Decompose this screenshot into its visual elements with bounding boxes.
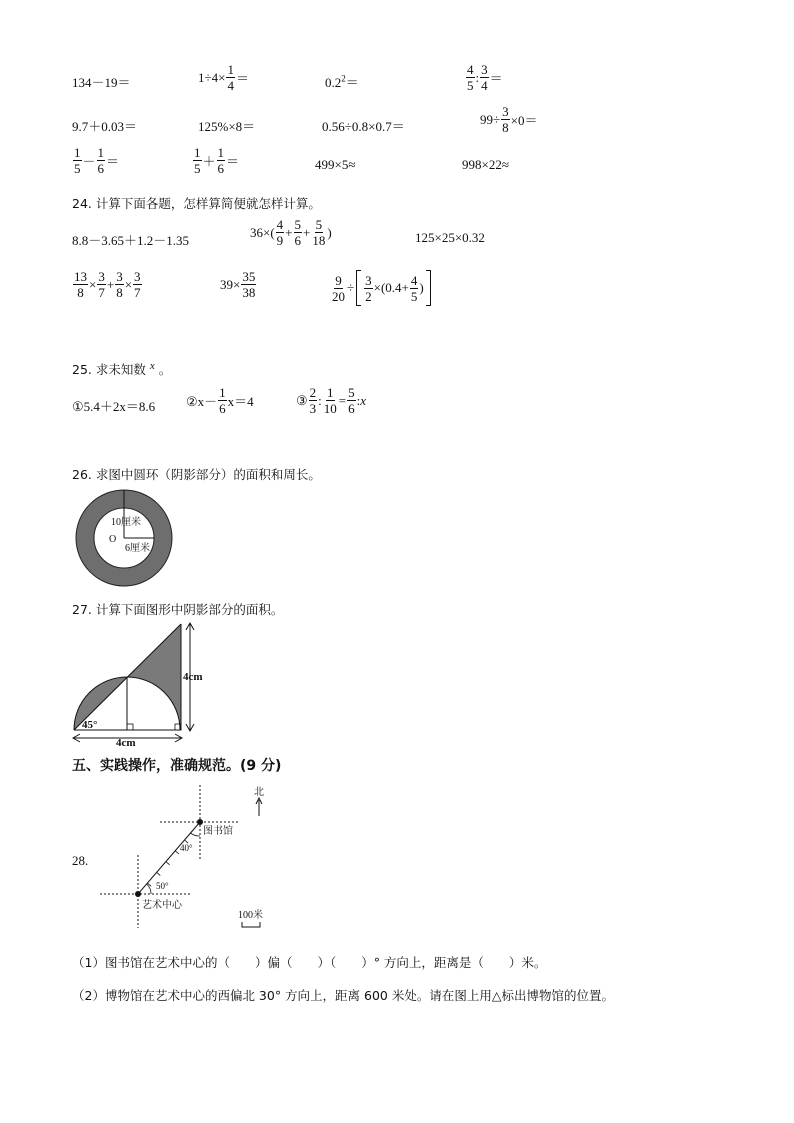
q25-problem-3-frac-1: [309, 386, 318, 415]
calc-3-1-den-1: 5: [74, 161, 81, 176]
q25-problem-3-den-1: 3: [309, 401, 317, 416]
q24-label: 24. 计算下面各题，怎样算简便就怎样计算。: [72, 196, 321, 211]
calc-1-2-den: 4: [227, 78, 234, 93]
calc-1-4-den-2: 4: [481, 78, 488, 93]
q28-question-1: （1）图书馆在艺术中心的（ ）偏（ ）（ ）° 方向上，距离是（ ）米。: [72, 955, 547, 970]
q25-problem-3-pre: ③: [296, 392, 308, 408]
q25-problem-2-post: x＝4: [227, 394, 254, 409]
q25-problem-3-colon-1: :: [318, 392, 322, 408]
calc-2-3: 0.56÷0.8×0.7＝: [322, 119, 405, 134]
q24-expr-6-frac-1: [331, 274, 346, 303]
q24-expr-2-num-2: 5: [294, 217, 302, 232]
calc-2-4-den: 8: [502, 120, 509, 135]
q25-problem-3-colon-2: :: [356, 392, 361, 408]
calc-3-3: 499×5≈: [315, 157, 356, 172]
calc-1-2: [198, 63, 249, 92]
calc-3-1-op: －: [82, 154, 96, 169]
calc-2-4-post: ×0＝: [510, 113, 538, 128]
q24-expr-6: [330, 270, 433, 306]
q25-problem-3: [296, 386, 366, 415]
base-label: 4cm: [116, 737, 136, 748]
q24-expr-4-num-4: 3: [134, 269, 141, 284]
calc-1-4: [465, 63, 503, 92]
library-point: [197, 819, 203, 825]
q24-expr-4-frac-4: [133, 270, 142, 299]
calc-3-2-frac-2: [217, 146, 226, 175]
calc-2-4-num: 3: [502, 104, 509, 119]
calc-2-1: 9.7＋0.03＝: [72, 119, 138, 134]
calc-1-4-num-2: 3: [481, 62, 488, 77]
center-label: O: [109, 534, 117, 545]
q24-expr-6-den-1: 20: [332, 288, 345, 304]
q24-expr-4-den-3: 8: [116, 285, 123, 300]
q25-problem-3-num-3: 5: [348, 385, 355, 400]
calc-1-4-num-1: 4: [467, 62, 474, 77]
calc-3-2-op: ＋: [202, 154, 216, 169]
q24-expr-6-div: ÷: [347, 280, 355, 295]
calc-3-2-den-2: 6: [217, 161, 225, 176]
calc-2-4-pre: 99÷: [480, 111, 501, 127]
calc-2-2: 125%×8＝: [198, 119, 256, 134]
height-label: 4cm: [183, 671, 203, 683]
q24-expr-4-frac-1: [73, 270, 88, 299]
q25-problem-3-frac-2: [323, 386, 338, 415]
q24-expr-2-op-1: +: [285, 224, 293, 240]
q25-problem-3-den-3: 6: [348, 401, 355, 416]
route-tick-3: [166, 862, 170, 865]
q24-expr-5-pre: 39×: [220, 276, 241, 292]
calc-1-3-base: 0.2: [325, 75, 342, 90]
q24-expr-4: [72, 270, 143, 299]
calc-1-3-post: ＝: [345, 75, 359, 90]
q28-number: 28.: [72, 853, 89, 868]
arts-center-label: 艺术中心: [142, 900, 182, 911]
inner-radius-label: 6厘米: [125, 543, 150, 554]
q24-expr-6-den-2: 2: [365, 288, 372, 304]
scale-bar: [242, 922, 260, 927]
calc-1-2-fraction: [226, 63, 235, 92]
q24-expr-5-num: 35: [242, 269, 256, 284]
q24-expr-2-den-3: 18: [312, 233, 326, 248]
q24-expr-4-op-3: ×: [124, 276, 133, 292]
route-tick-4: [175, 851, 179, 854]
calc-3-4: 998×22≈: [462, 157, 509, 172]
q24-expr-1: 8.8－3.65＋1.2－1.35: [72, 233, 190, 248]
calc-3-2-frac-1: [193, 146, 202, 175]
calc-3-1-den-2: 6: [97, 161, 105, 176]
angle-arc-40: [191, 833, 201, 836]
calc-3-2-num-1: 1: [194, 145, 201, 160]
q27-shape-diagram: [66, 620, 216, 748]
q24-expr-4-frac-2: [97, 270, 106, 299]
q24-expr-4-den-2: 7: [98, 285, 105, 300]
calc-3-2-post: ＝: [226, 154, 240, 169]
q28-map-diagram: [95, 780, 295, 935]
calc-2-4: [480, 105, 537, 134]
q24-expr-2: [250, 218, 332, 247]
q27-label: 27. 计算下面图形中阴影部分的面积。: [72, 602, 284, 617]
arts-center-point: [135, 891, 141, 897]
calc-1-1: 134－19＝: [72, 75, 131, 90]
q25-problem-1: ①5.4＋2x＝8.6: [72, 399, 156, 414]
q24-expr-2-den-1: 9: [276, 233, 284, 248]
q24-expr-6-num-2: 3: [365, 272, 372, 288]
calc-3-1-post: ＝: [106, 154, 120, 169]
q24-expr-2-num-1: 4: [276, 217, 284, 232]
q24-expr-4-den-4: 7: [134, 285, 141, 300]
q24-expr-4-op-2: +: [106, 276, 115, 292]
calc-1-2-num: 1: [227, 62, 234, 77]
q24-expr-4-op-1: ×: [89, 276, 97, 292]
q28-question-2: （2）博物馆在艺术中心的西偏北 30° 方向上，距离 600 米处。请在图上用△标出博物馆的位置。: [72, 988, 614, 1003]
calc-1-2-post: ＝: [235, 71, 249, 86]
shaded-right-triangle: [127, 624, 181, 730]
q24-expr-2-num-3: 5: [315, 217, 323, 232]
q25-problem-2: [186, 386, 254, 415]
q25-problem-3-equals: =: [338, 392, 347, 408]
q24-expr-6-bracket-right: [426, 270, 431, 306]
calc-3-2-num-2: 1: [217, 145, 225, 160]
right-angle-mark-center: [127, 724, 133, 730]
q24-expr-2-frac-1: [276, 218, 285, 247]
angle-label: 45°: [82, 719, 98, 731]
calc-1-4-den-1: 5: [467, 78, 474, 93]
angle-50-label: 50°: [156, 881, 169, 891]
route-tick-2: [157, 872, 161, 875]
q25-label-end: 。: [158, 362, 172, 378]
calc-3-2-den-1: 5: [194, 161, 201, 176]
q25-problem-2-den: 6: [219, 401, 226, 416]
outer-radius-label: 10厘米: [111, 517, 141, 528]
angle-40-label: 40°: [180, 843, 193, 853]
q26-ring-diagram: [70, 489, 180, 587]
q25-problem-2-num: 1: [219, 385, 226, 400]
q24-expr-2-pre: 36×(: [250, 224, 275, 240]
calc-1-3: [325, 72, 359, 91]
q24-expr-4-frac-3: [115, 270, 124, 299]
q24-expr-2-post: ): [327, 224, 332, 240]
library-label: 图书馆: [203, 826, 233, 837]
calc-1-2-pre: 1÷4×: [198, 69, 226, 85]
calc-3-1-frac-1: [73, 146, 82, 175]
calc-1-4-colon: :: [475, 69, 480, 85]
q25-problem-3-den-2: 10: [323, 401, 337, 416]
north-label: 北: [254, 787, 264, 798]
calc-3-1-num-2: 1: [97, 145, 105, 160]
q24-expr-6-close: ): [419, 280, 424, 295]
calc-3-1-num-1: 1: [74, 145, 81, 160]
q25-label-var: x: [149, 360, 155, 372]
q24-expr-3: 125×25×0.32: [415, 230, 485, 245]
q25-label-text: 25. 求未知数: [72, 362, 146, 378]
calc-1-3-exponent: 2: [341, 73, 346, 84]
calc-2-4-fraction: [501, 105, 510, 134]
q24-expr-4-den-1: 8: [77, 285, 84, 300]
q24-expr-6-den-3: 5: [410, 288, 418, 304]
q24-expr-6-mid: ×(0.4+: [373, 280, 409, 295]
q24-expr-6-frac-2: [364, 274, 373, 303]
calc-1-4-frac-1: [466, 63, 475, 92]
q25-label: [72, 360, 171, 378]
calc-3-1: [72, 146, 119, 175]
q24-expr-6-num-1: 9: [335, 272, 342, 288]
q24-expr-2-frac-3: [311, 218, 326, 247]
q25-problem-2-fraction: [218, 386, 227, 415]
calc-1-4-frac-2: [480, 63, 489, 92]
q24-expr-4-num-3: 3: [116, 269, 123, 284]
q24-expr-2-frac-2: [294, 218, 303, 247]
q26-label: 26. 求图中圆环（阴影部分）的面积和周长。: [72, 467, 321, 482]
q25-problem-3-var: x: [360, 392, 367, 408]
q24-expr-4-num-2: 3: [98, 269, 105, 284]
q24-expr-5: [220, 270, 257, 299]
q25-problem-3-num-1: 2: [309, 385, 317, 400]
q24-expr-5-fraction: [241, 270, 256, 299]
q25-problem-2-pre: ②x－: [186, 394, 218, 409]
section-5-title: 五、实践操作，准确规范。(9 分): [72, 758, 282, 774]
calc-3-1-frac-2: [97, 146, 106, 175]
q24-expr-6-bracket-left: [356, 270, 361, 306]
calc-3-2: [192, 146, 239, 175]
q25-problem-3-num-2: 1: [327, 385, 334, 400]
q24-expr-2-den-2: 6: [294, 233, 302, 248]
q24-expr-2-op-2: +: [303, 224, 311, 240]
calc-1-4-post: ＝: [489, 71, 503, 86]
q25-problem-3-frac-3: [347, 386, 356, 415]
scale-label: 100米: [238, 910, 263, 921]
q24-expr-6-frac-3: [410, 274, 419, 303]
q24-expr-6-num-3: 4: [410, 272, 418, 288]
q24-expr-4-num-1: 13: [74, 269, 87, 284]
q24-expr-5-den: 38: [242, 285, 256, 300]
